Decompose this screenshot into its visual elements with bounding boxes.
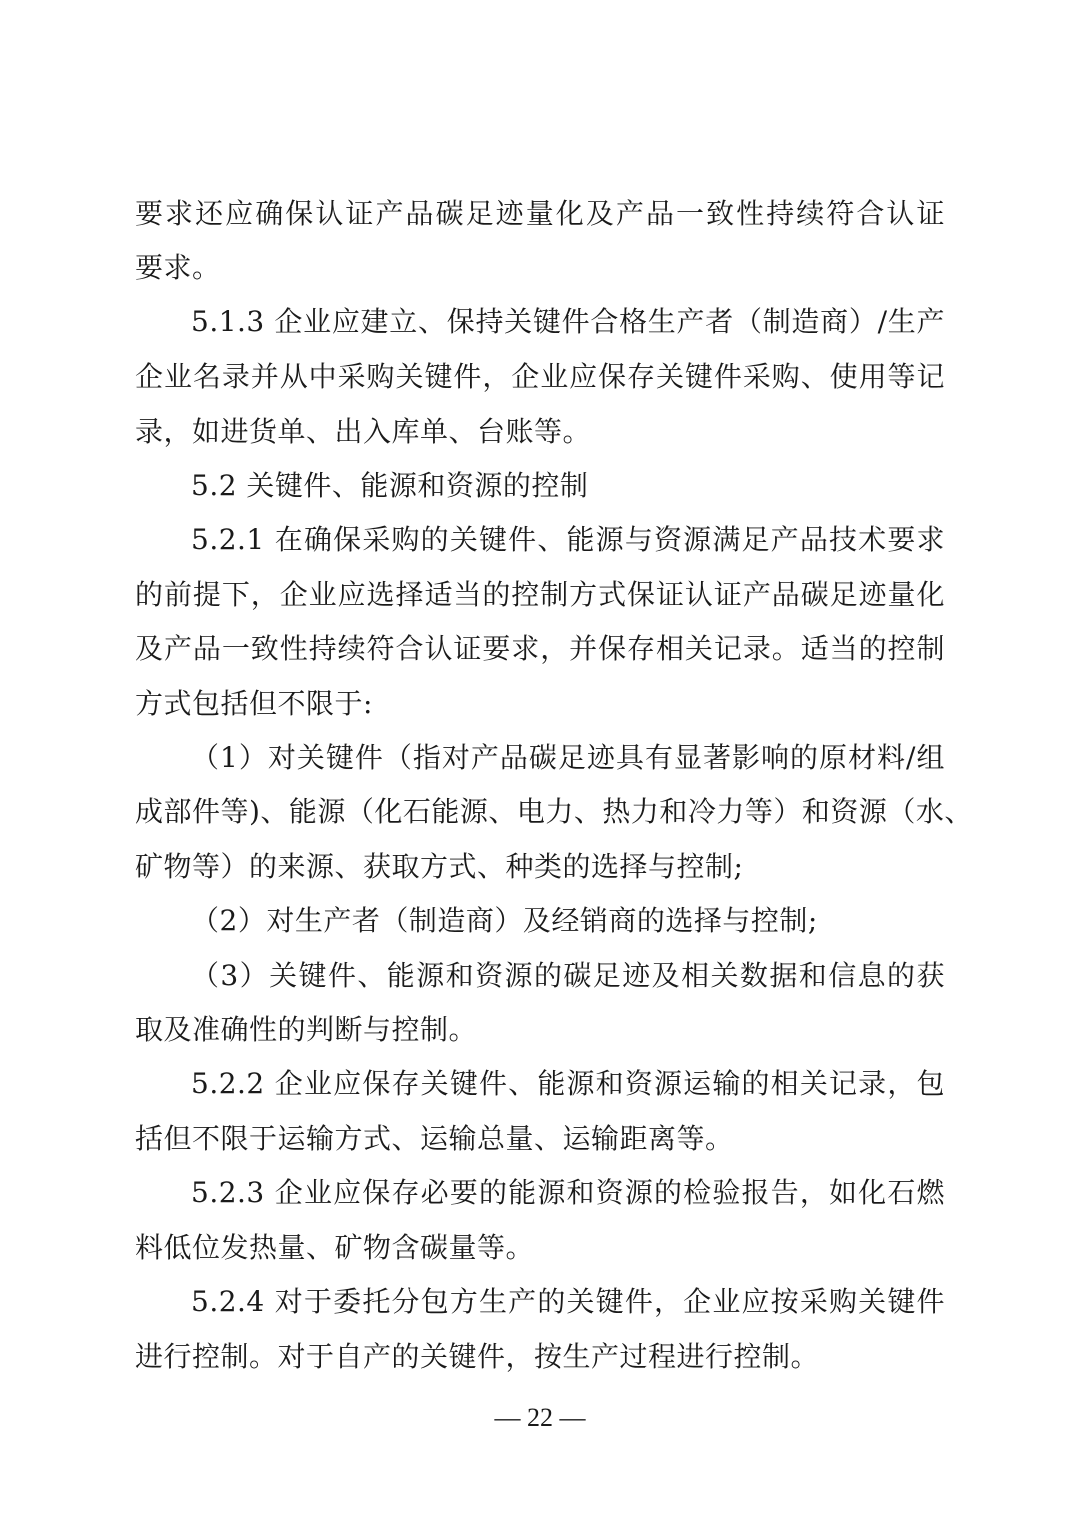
- paragraph-line: 料低位发热量、矿物含碳量等。: [135, 1231, 535, 1264]
- paragraph-line: 要求。: [135, 251, 221, 284]
- clause-5-2-2-line: 5.2.2 企业应保存关键件、能源和资源运输的相关记录，包: [191, 1067, 945, 1100]
- paragraph-line: 矿物等）的来源、获取方式、种类的选择与控制;: [135, 850, 744, 883]
- paragraph-line: 取及准确性的判断与控制。: [135, 1013, 478, 1046]
- page-number: — 22 —: [494, 1403, 586, 1432]
- paragraph-line: 企业名录并从中采购关键件，企业应保存关键件采购、使用等记: [135, 360, 945, 393]
- paragraph-line: 成部件等)、能源（化石能源、电力、热力和冷力等）和资源（水、: [135, 795, 973, 828]
- paragraph-line: 进行控制。对于自产的关键件，按生产过程进行控制。: [135, 1340, 820, 1373]
- paragraph-line: 方式包括但不限于:: [135, 687, 373, 720]
- clause-5-2-3-line: 5.2.3 企业应保存必要的能源和资源的检验报告，如化石燃: [191, 1176, 945, 1209]
- paragraph-line: 括但不限于运输方式、运输总量、运输距离等。: [135, 1122, 734, 1155]
- clause-5-1-3-line: 5.1.3 企业应建立、保持关键件合格生产者（制造商）/生产: [191, 305, 945, 338]
- list-item-2-line: （2）对生产者（制造商）及经销商的选择与控制;: [191, 904, 818, 937]
- section-5-2-heading: 5.2 关键件、能源和资源的控制: [191, 469, 589, 502]
- clause-5-2-1-line: 5.2.1 在确保采购的关键件、能源与资源满足产品技术要求: [191, 523, 945, 556]
- list-item-3-line: （3）关键件、能源和资源的碳足迹及相关数据和信息的获: [191, 959, 945, 992]
- paragraph-line: 及产品一致性持续符合认证要求，并保存相关记录。适当的控制: [135, 632, 945, 665]
- paragraph-line: 录，如进货单、出入库单、台账等。: [135, 415, 592, 448]
- list-item-1-line: （1）对关键件（指对产品碳足迹具有显著影响的原材料/组: [191, 741, 945, 774]
- paragraph-line: 要求还应确保认证产品碳足迹量化及产品一致性持续符合认证: [135, 197, 945, 230]
- paragraph-line: 的前提下，企业应选择适当的控制方式保证认证产品碳足迹量化: [135, 578, 945, 611]
- clause-5-2-4-line: 5.2.4 对于委托分包方生产的关键件，企业应按采购关键件: [191, 1285, 945, 1318]
